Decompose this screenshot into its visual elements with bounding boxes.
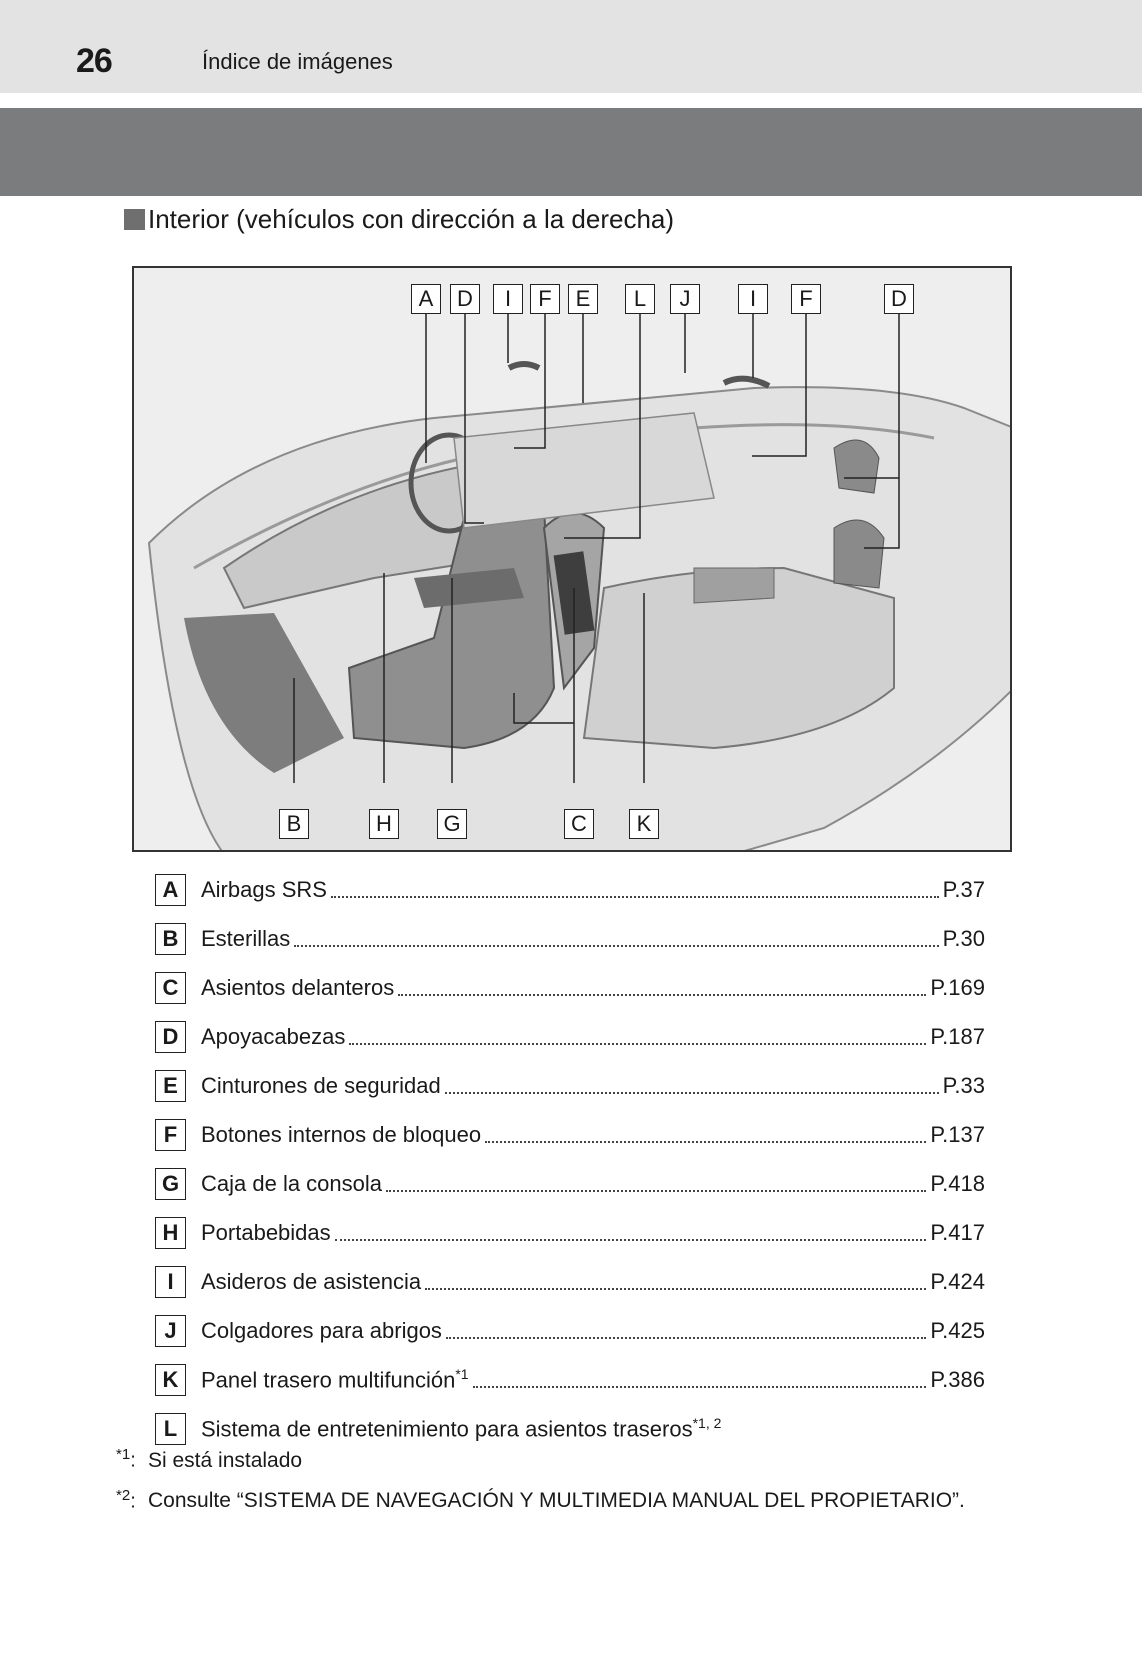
item-label: [201, 1415, 721, 1442]
item-label-text: Panel trasero multifunción: [201, 1367, 456, 1393]
item-label: Asideros de asistencia: [201, 1268, 422, 1294]
header-band: [0, 0, 1142, 93]
leader-dots: [294, 931, 938, 947]
callout-A: A: [411, 284, 441, 314]
page-reference: P.417: [930, 1219, 985, 1245]
footnote: [116, 1446, 965, 1473]
section-title: Interior (vehículos con dirección a la derecha): [148, 204, 675, 234]
leader-dots: [446, 1323, 926, 1339]
item-key: L: [155, 1413, 186, 1445]
item-key: G: [155, 1168, 186, 1200]
page-reference: P.418: [930, 1170, 985, 1196]
page-reference: P.30: [942, 925, 985, 951]
item-key: J: [155, 1315, 186, 1347]
list-item: [155, 1012, 985, 1061]
page-reference: P.137: [930, 1121, 985, 1147]
page-reference: P.37: [942, 876, 985, 902]
footnote-text: Si está instalado: [148, 1448, 303, 1472]
item-label: Portabebidas: [201, 1219, 331, 1245]
footnote-marker: *1, 2: [692, 1414, 722, 1431]
item-key: I: [155, 1266, 186, 1298]
item-label: Asientos delanteros: [201, 974, 395, 1000]
item-label: Airbags SRS: [201, 876, 327, 902]
item-key: F: [155, 1119, 186, 1151]
callout-I: I: [493, 284, 523, 314]
list-item: [155, 865, 985, 914]
item-label: Botones internos de bloqueo: [201, 1121, 482, 1147]
car-interior-drawing: [134, 268, 1012, 852]
callout-E: E: [568, 284, 598, 314]
leader-dots: [335, 1225, 927, 1241]
list-item: [155, 1110, 985, 1159]
footnote-colon: :: [130, 1449, 136, 1472]
item-label: Cinturones de seguridad: [201, 1072, 441, 1098]
leader-dots: [473, 1372, 927, 1388]
page-reference: P.187: [930, 1023, 985, 1049]
item-label: [201, 1366, 469, 1393]
callout-D: D: [450, 284, 480, 314]
list-item: [155, 1159, 985, 1208]
callout-J: J: [670, 284, 700, 314]
item-label: Colgadores para abrigos: [201, 1317, 442, 1343]
list-item: [155, 1208, 985, 1257]
item-key: B: [155, 923, 186, 955]
item-key: D: [155, 1021, 186, 1053]
page-reference: P.424: [930, 1268, 985, 1294]
callout-K: K: [629, 809, 659, 839]
list-item: [155, 1355, 985, 1404]
item-label: Apoyacabezas: [201, 1023, 346, 1049]
callout-F-2: F: [791, 284, 821, 314]
footnote-mark-sup: *1: [116, 1446, 131, 1463]
footnotes: [116, 1446, 965, 1527]
leader-dots: [349, 1029, 926, 1045]
leader-dots: [331, 882, 939, 898]
item-key: C: [155, 972, 186, 1004]
item-key: E: [155, 1070, 186, 1102]
callout-L: L: [625, 284, 655, 314]
page-reference: P.33: [942, 1072, 985, 1098]
footnote-text: Consulte “SISTEMA DE NAVEGACIÓN Y MULTIMEDIA MANUAL DEL PROPIETARIO”.: [148, 1489, 965, 1513]
list-item: [155, 963, 985, 1012]
list-item: [155, 1306, 985, 1355]
section-heading: [124, 204, 674, 235]
footnote-mark: [116, 1446, 148, 1473]
section-banner: [0, 108, 1142, 196]
callout-I-2: I: [738, 284, 768, 314]
legend-list: [155, 865, 985, 1453]
page-reference: P.386: [930, 1366, 985, 1392]
callout-C: C: [564, 809, 594, 839]
callout-B: B: [279, 809, 309, 839]
item-key: H: [155, 1217, 186, 1249]
footnote-mark: [116, 1487, 148, 1514]
footnote-colon: :: [130, 1490, 136, 1513]
list-item: [155, 1061, 985, 1110]
page-number: 26: [76, 42, 112, 80]
list-item: [155, 914, 985, 963]
page-reference: P.169: [930, 974, 985, 1000]
leader-dots: [425, 1274, 926, 1290]
leader-dots: [485, 1127, 926, 1143]
leader-dots: [445, 1078, 939, 1094]
callout-D-2: D: [884, 284, 914, 314]
callout-G: G: [437, 809, 467, 839]
callout-H: H: [369, 809, 399, 839]
footnote-marker: *1: [455, 1365, 469, 1382]
item-key: K: [155, 1364, 186, 1396]
interior-illustration: [132, 266, 1012, 852]
item-label: Esterillas: [201, 925, 291, 951]
list-item: [155, 1257, 985, 1306]
item-label-text: Sistema de entretenimiento para asientos traseros: [201, 1416, 693, 1442]
leader-dots: [386, 1176, 926, 1192]
item-key: A: [155, 874, 186, 906]
square-bullet-icon: [124, 209, 145, 230]
running-title: Índice de imágenes: [202, 49, 393, 74]
callout-F: F: [530, 284, 560, 314]
page-reference: P.425: [930, 1317, 985, 1343]
footnote-mark-sup: *2: [116, 1486, 131, 1504]
footnote: [116, 1487, 965, 1514]
item-label: Caja de la consola: [201, 1170, 383, 1196]
leader-dots: [398, 980, 926, 996]
